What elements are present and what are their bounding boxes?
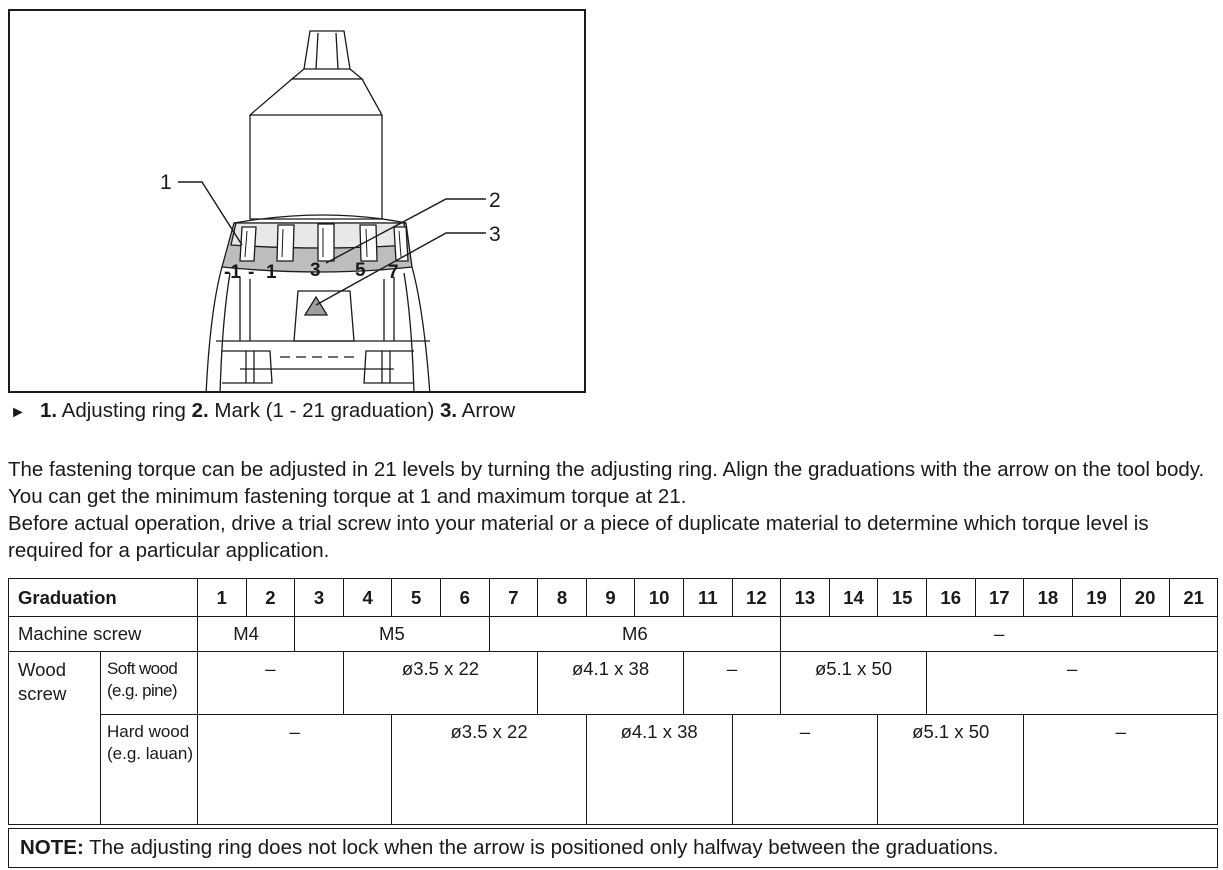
callout-3: 3	[489, 223, 501, 246]
soft-wood-cell: ø3.5 x 22	[343, 652, 537, 715]
hard-wood-cell: –	[1024, 715, 1218, 825]
soft-wood-cell: ø5.1 x 50	[781, 652, 927, 715]
hard-wood-label: Hard wood (e.g. lauan)	[101, 715, 198, 825]
table-row	[9, 579, 1218, 617]
table-row	[9, 652, 1218, 715]
torque-table	[8, 578, 1218, 825]
callout-2: 2	[489, 189, 501, 212]
table-row	[9, 715, 1218, 825]
machine-screw-cell: M4	[198, 617, 295, 652]
soft-wood-cell: –	[198, 652, 344, 715]
ring-mark-5: 5	[355, 260, 366, 281]
graduation-17: 17	[975, 579, 1024, 617]
soft-wood-cell: –	[926, 652, 1218, 715]
graduation-19: 19	[1072, 579, 1121, 617]
machine-screw-cell: M5	[295, 617, 489, 652]
graduation-20: 20	[1121, 579, 1170, 617]
ring-mark-7: 7	[388, 262, 399, 283]
graduation-3: 3	[295, 579, 344, 617]
ring-mark-1: 1	[266, 262, 277, 283]
graduation-8: 8	[538, 579, 587, 617]
ring-mark-dash: -	[248, 262, 255, 283]
graduation-11: 11	[683, 579, 732, 617]
graduation-13: 13	[781, 579, 830, 617]
paragraph-torque-levels: The fastening torque can be adjusted in 21 levels by turning the adjusting ring. Align the graduations with the arrow on the tool body. You can get the minimum fastening torque at 1 and maximum torque at 21.	[8, 458, 1205, 508]
graduation-21: 21	[1169, 579, 1218, 617]
graduation-15: 15	[878, 579, 927, 617]
machine-screw-cell: –	[781, 617, 1218, 652]
graduation-14: 14	[829, 579, 878, 617]
soft-wood-label: Soft wood (e.g. pine)	[101, 652, 198, 715]
hard-wood-cell: –	[198, 715, 392, 825]
graduation-1: 1	[198, 579, 247, 617]
soft-wood-cell: ø4.1 x 38	[538, 652, 684, 715]
ring-mark-3: 3	[310, 260, 321, 281]
graduation-4: 4	[343, 579, 392, 617]
hard-wood-cell: ø3.5 x 22	[392, 715, 586, 825]
paragraph-trial-screw: Before actual operation, drive a trial screw into your material or a piece of duplicate material to determine which torque level is required for a particular application.	[8, 512, 1149, 562]
note-box	[8, 828, 1218, 868]
caption-num-2: 2.	[191, 399, 209, 422]
graduation-7: 7	[489, 579, 538, 617]
graduation-5: 5	[392, 579, 441, 617]
graduation-18: 18	[1024, 579, 1073, 617]
note-label: NOTE:	[20, 836, 84, 859]
ring-mark-neg1: -1	[224, 262, 241, 283]
graduation-2: 2	[246, 579, 295, 617]
machine-screw-label: Machine screw	[9, 617, 198, 652]
drill-clutch-drawing	[10, 11, 586, 393]
hard-wood-cell: ø4.1 x 38	[586, 715, 732, 825]
caption-text-2: Mark (1 - 21 graduation)	[208, 399, 440, 422]
graduation-6: 6	[440, 579, 489, 617]
graduation-10: 10	[635, 579, 684, 617]
wood-screw-label: Wood screw	[9, 652, 101, 825]
graduation-12: 12	[732, 579, 781, 617]
soft-wood-cell: –	[683, 652, 780, 715]
machine-screw-cell: M6	[489, 617, 781, 652]
graduation-9: 9	[586, 579, 635, 617]
caption-num-3: 3.	[440, 399, 458, 422]
caption-text-1: Adjusting ring	[57, 399, 192, 422]
callout-1: 1	[160, 171, 172, 194]
figure-caption	[10, 399, 515, 425]
caption-num-1: 1.	[40, 399, 58, 422]
caption-text-3: Arrow	[457, 399, 516, 422]
caption-marker-icon: ►	[10, 404, 26, 421]
hard-wood-cell: ø5.1 x 50	[878, 715, 1024, 825]
note-text: The adjusting ring does not lock when the arrow is positioned only halfway between the graduations.	[83, 836, 999, 859]
graduation-header: Graduation	[9, 579, 198, 617]
graduation-16: 16	[926, 579, 975, 617]
table-row	[9, 617, 1218, 652]
hard-wood-cell: –	[732, 715, 878, 825]
drill-illustration	[8, 9, 586, 393]
